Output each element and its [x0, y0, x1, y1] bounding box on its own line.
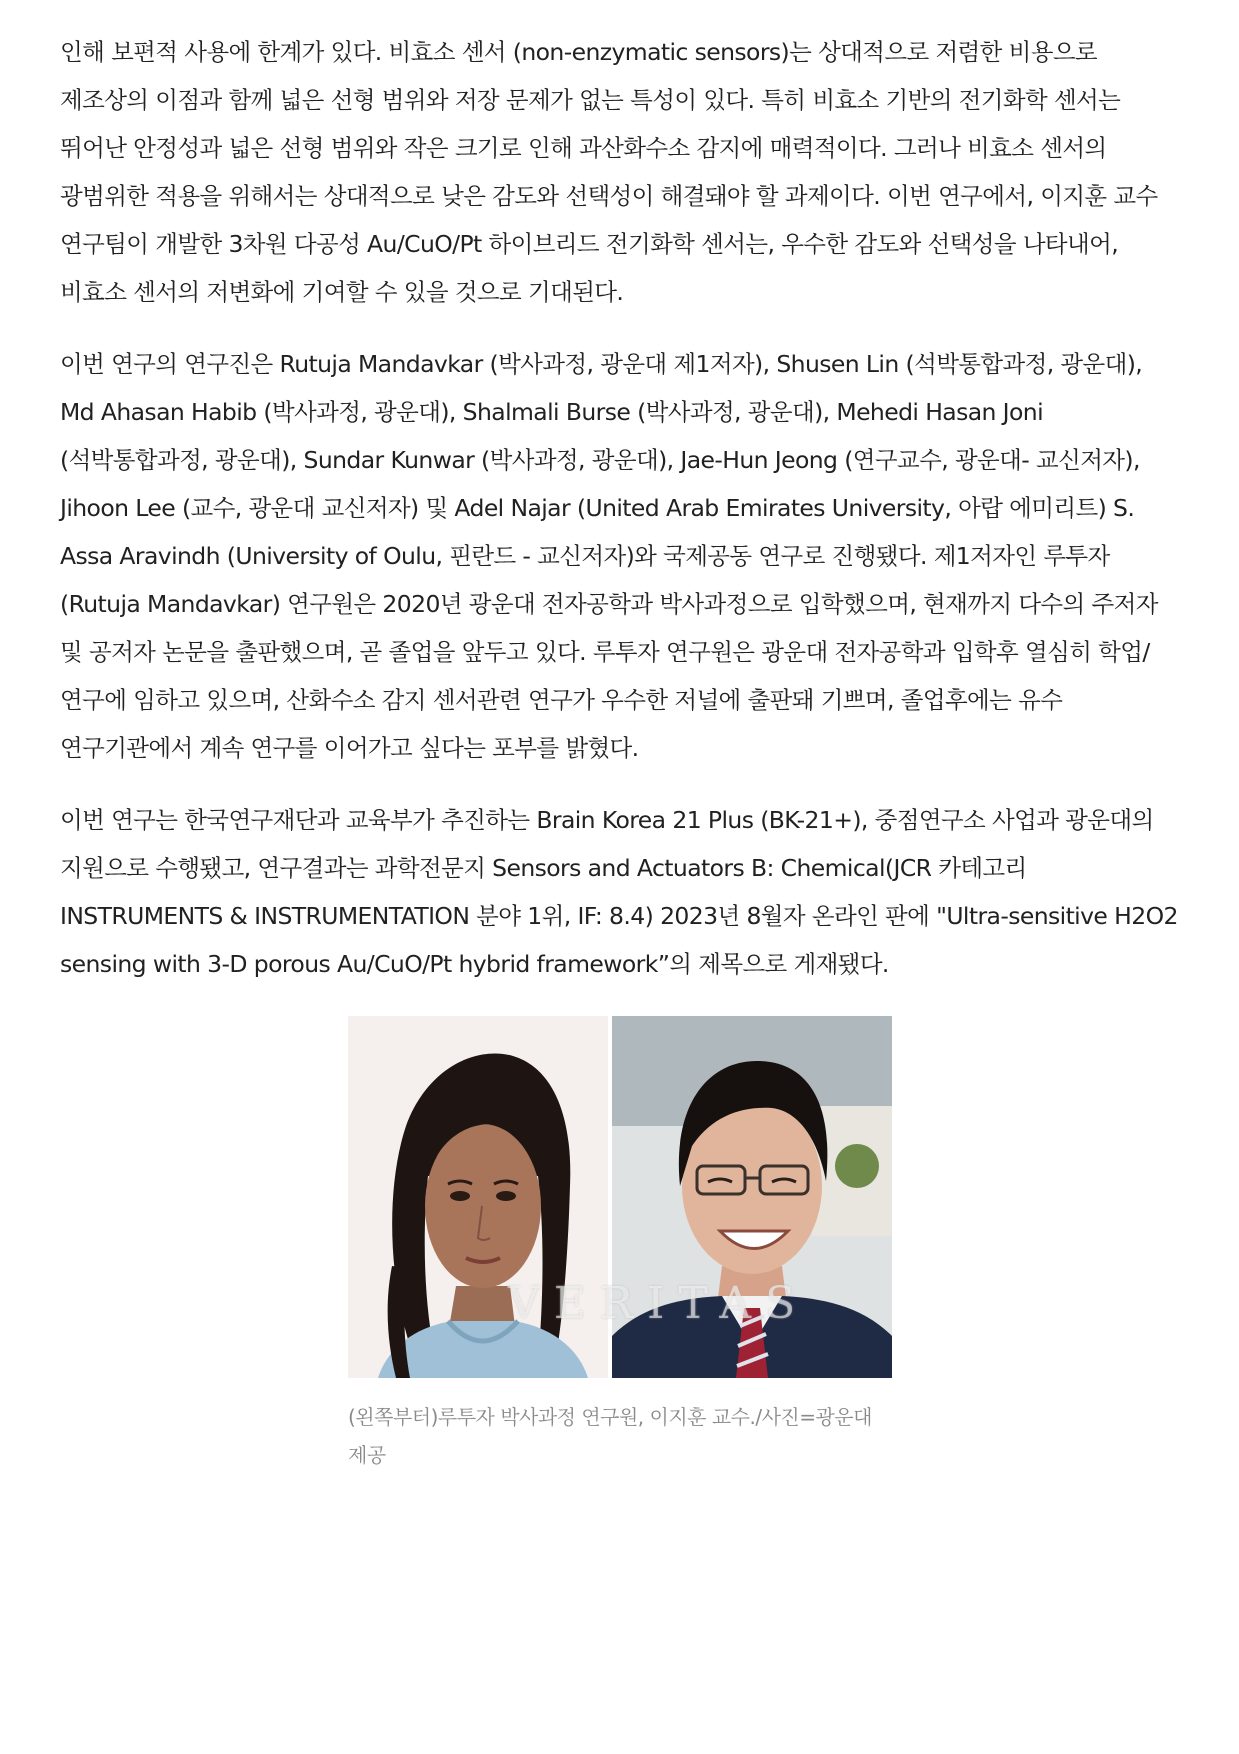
article-body: [60, 28, 1182, 1012]
portrait-man-image: [612, 1016, 892, 1378]
photo-researcher-rutuja: [348, 1016, 608, 1378]
article-figure: [348, 1016, 892, 1474]
image-watermark: VERITAS: [508, 1278, 810, 1329]
portrait-woman-image: [348, 1016, 608, 1378]
figure-caption: (왼쪽부터)루투자 박사과정 연구원, 이지훈 교수./사진=광운대 제공: [348, 1405, 872, 1467]
photo-professor-jihoon-lee: [612, 1016, 892, 1378]
figure-photos: [348, 1016, 892, 1378]
article-paragraph-2: 이번 연구의 연구진은 Rutuja Mandavkar (박사과정, 광운대 제1저자), Shusen Lin (석박통합과정, 광운대), Md Ahasan Habib (박사과정, 광운대), Shalmali Burse (박사과정, 광운대), Mehedi Hasan Joni (석박통합과정, 광운대), Sundar Kunwar (박사과정, 광운대), Jae-Hun Jeong (연구교수, 광운대- 교신저자), Jihoon Lee (교수, 광운대 교신저자) 및 Adel Najar (United Arab Emirates University, 아랍 에미리트) S. Assa Aravindh (University of Oulu, 핀란드 - 교신저자)와 국제공동 연구로 진행됐다. 제1저자인 루투자 (Rutuja Mandavkar) 연구원은 2020년 광운대 전자공학과 박사과정으로 입학했으며, 현재까지 다수의 주저자 및 공저자 논문을 출판했으며, 곧 졸업을 앞두고 있다. 루투자 연구원은 광운대 전자공학과 입학후 열심히 학업/연구에 임하고 있으며, 산화수소 감지 센서관련 연구가 우수한 저널에 출판돼 기쁘며, 졸업후에는 유수 연구기관에서 계속 연구를 이어가고 싶다는 포부를 밝혔다.: [60, 350, 1158, 762]
article-paragraph-1: 인해 보편적 사용에 한계가 있다. 비효소 센서 (non-enzymatic sensors)는 상대적으로 저렴한 비용으로 제조상의 이점과 함께 넓은 선형 범위와 저장 문제가 없는 특성이 있다. 특히 비효소 기반의 전기화학 센서는 뛰어난 안정성과 넓은 선형 범위와 작은 크기로 인해 과산화수소 감지에 매력적이다. 그러나 비효소 센서의 광범위한 적용을 위해서는 상대적으로 낮은 감도와 선택성이 해결돼야 할 과제이다. 이번 연구에서, 이지훈 교수 연구팀이 개발한 3차원 다공성 Au/CuO/Pt 하이브리드 전기화학 센서는, 우수한 감도와 선택성을 나타내어, 비효소 센서의 저변화에 기여할 수 있을 것으로 기대된다.: [60, 38, 1158, 306]
article-paragraph-3: 이번 연구는 한국연구재단과 교육부가 추진하는 Brain Korea 21 Plus (BK-21+), 중점연구소 사업과 광운대의 지원으로 수행됐고, 연구결과는 과학전문지 Sensors and Actuators B: Chemical(JCR 카테고리 INSTRUMENTS & INSTRUMENTATION 분야 1위, IF: 8.4) 2023년 8월자 온라인 판에 "Ultra-sensitive H2O2 sensing with 3-D porous Au/CuO/Pt hybrid framework”의 제목으로 게재됐다.: [60, 806, 1178, 978]
